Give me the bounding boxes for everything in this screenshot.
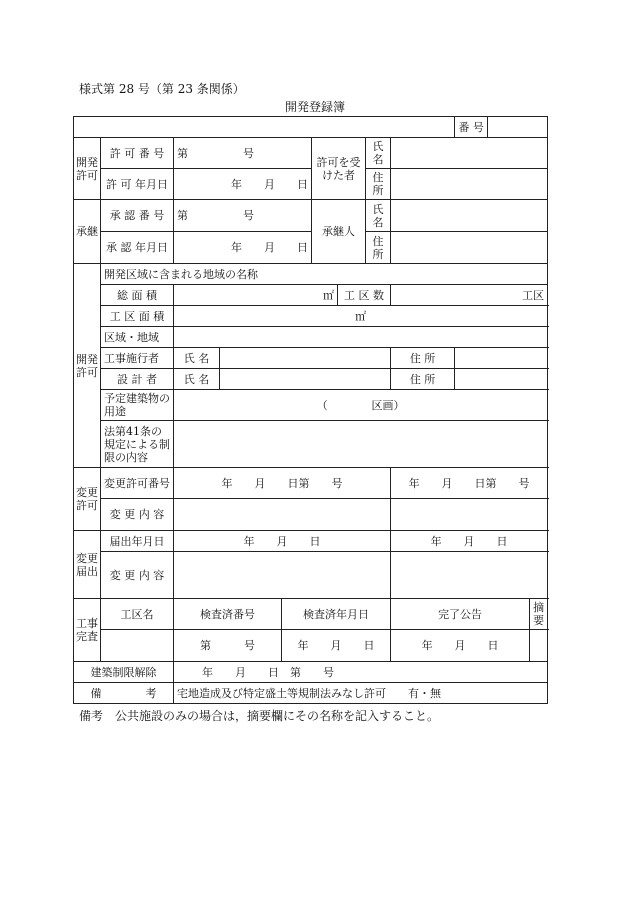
completion-header: 摘要 [530,599,548,630]
district-label: 区域・地域 [101,327,174,348]
recipient-address-label: 住所 [366,169,391,200]
number-label: 番 号 [455,117,488,138]
approval-number-label: 承 認 番 号 [101,200,174,232]
successor-label: 承継人 [312,200,366,264]
designer-name-value[interactable] [220,369,391,390]
successor-name-label: 氏名 [366,200,391,232]
change-content-right[interactable] [391,499,548,531]
total-area-value: ㎡ [174,285,338,306]
restriction-release-value: 年 月 日 第 号 [174,662,548,683]
approval-date-value: 年 月 日 [174,232,312,264]
recipient-address-value[interactable] [391,169,548,200]
zone-count-value: 工区 [391,285,548,306]
recipient-name-value[interactable] [391,138,548,169]
change-content-left[interactable] [174,499,391,531]
notice-date-right: 年 月 日 [391,531,548,552]
remarks-label: 備 考 [74,683,174,704]
article41-value[interactable] [174,421,548,468]
approval-date-label: 承 認 年月日 [101,232,174,264]
successor-name-value[interactable] [391,200,548,232]
district-value[interactable] [174,327,548,348]
section-permit-details: 開発許可 [74,264,101,468]
section-succession: 承継 [74,200,101,264]
designer-address-label: 住 所 [391,369,455,390]
article41-label: 法第41条の規定による制限の内容 [101,421,174,468]
planned-building-label: 予定建築物の用途 [101,390,174,421]
restriction-release-label: 建築制限解除 [74,662,174,683]
completion-header: 検査済番号 [174,599,282,630]
section-completion: 工事完査 [74,599,101,662]
change-number-label: 変更許可番号 [101,468,174,499]
permit-number-value: 第 号 [174,138,312,169]
recipient-name-label: 氏名 [366,138,391,169]
change-entry-left: 年 月 日第 号 [174,468,391,499]
approval-number-value: 第 号 [174,200,312,232]
form-number: 様式第 28 号（第 23 条関係） [79,82,245,96]
permit-date-value: 年 月 日 [174,169,312,200]
contractor-name-label: 氏 名 [174,348,220,369]
zone-area-label: 工 区 面 積 [101,306,174,327]
zone-area-value: ㎡ [174,306,548,327]
recipient-label: 許可を受けた者 [312,138,366,200]
notice-date-left: 年 月 日 [174,531,391,552]
completion-header: 完了公告 [391,599,530,630]
blank-cell [74,117,455,138]
section-dev-permit: 開発許可 [74,138,101,200]
contractor-address-label: 住 所 [391,348,455,369]
section-change-permit: 変更許可 [74,468,101,531]
notice-date-label: 届出年月日 [101,531,174,552]
permit-date-label: 許 可 年月日 [101,169,174,200]
completion-cell: 年 月 日 [282,630,391,662]
permit-number-label: 許 可 番 号 [101,138,174,169]
designer-name-label: 氏 名 [174,369,220,390]
total-area-label: 総 面 積 [101,285,174,306]
remarks-value: 宅地造成及び特定盛土等規制法みなし許可 有・無 [174,683,548,704]
area-names-label: 開発区域に含まれる地域の名称 [101,264,548,285]
designer-address-value[interactable] [455,369,548,390]
contractor-label: 工事施行者 [101,348,174,369]
completion-cell: 第 号 [174,630,282,662]
designer-label: 設 計 者 [101,369,174,390]
completion-cell[interactable] [530,630,548,662]
notice-content-right[interactable] [391,552,548,599]
completion-header: 工区名 [101,599,174,630]
page-title: 開発登録簿 [284,100,345,114]
zone-count-label: 工 区 数 [338,285,391,306]
notice-content-label: 変 更 内 容 [101,552,174,599]
section-change-notice: 変更届出 [74,531,101,599]
completion-cell: 年 月 日 [391,630,530,662]
contractor-name-value[interactable] [220,348,391,369]
change-entry-right: 年 月 日第 号 [391,468,548,499]
number-value[interactable] [488,117,548,138]
planned-building-value: （ 区画） [174,390,548,421]
successor-address-value[interactable] [391,232,548,264]
change-content-label: 変 更 内 容 [101,499,174,531]
footnote: 備考 公共施設のみの場合は，摘要欄にその名称を記入すること。 [79,709,440,723]
registry-table [73,116,548,704]
completion-header: 検査済年月日 [282,599,391,630]
completion-cell[interactable] [101,630,174,662]
successor-address-label: 住所 [366,232,391,264]
contractor-address-value[interactable] [455,348,548,369]
notice-content-left[interactable] [174,552,391,599]
